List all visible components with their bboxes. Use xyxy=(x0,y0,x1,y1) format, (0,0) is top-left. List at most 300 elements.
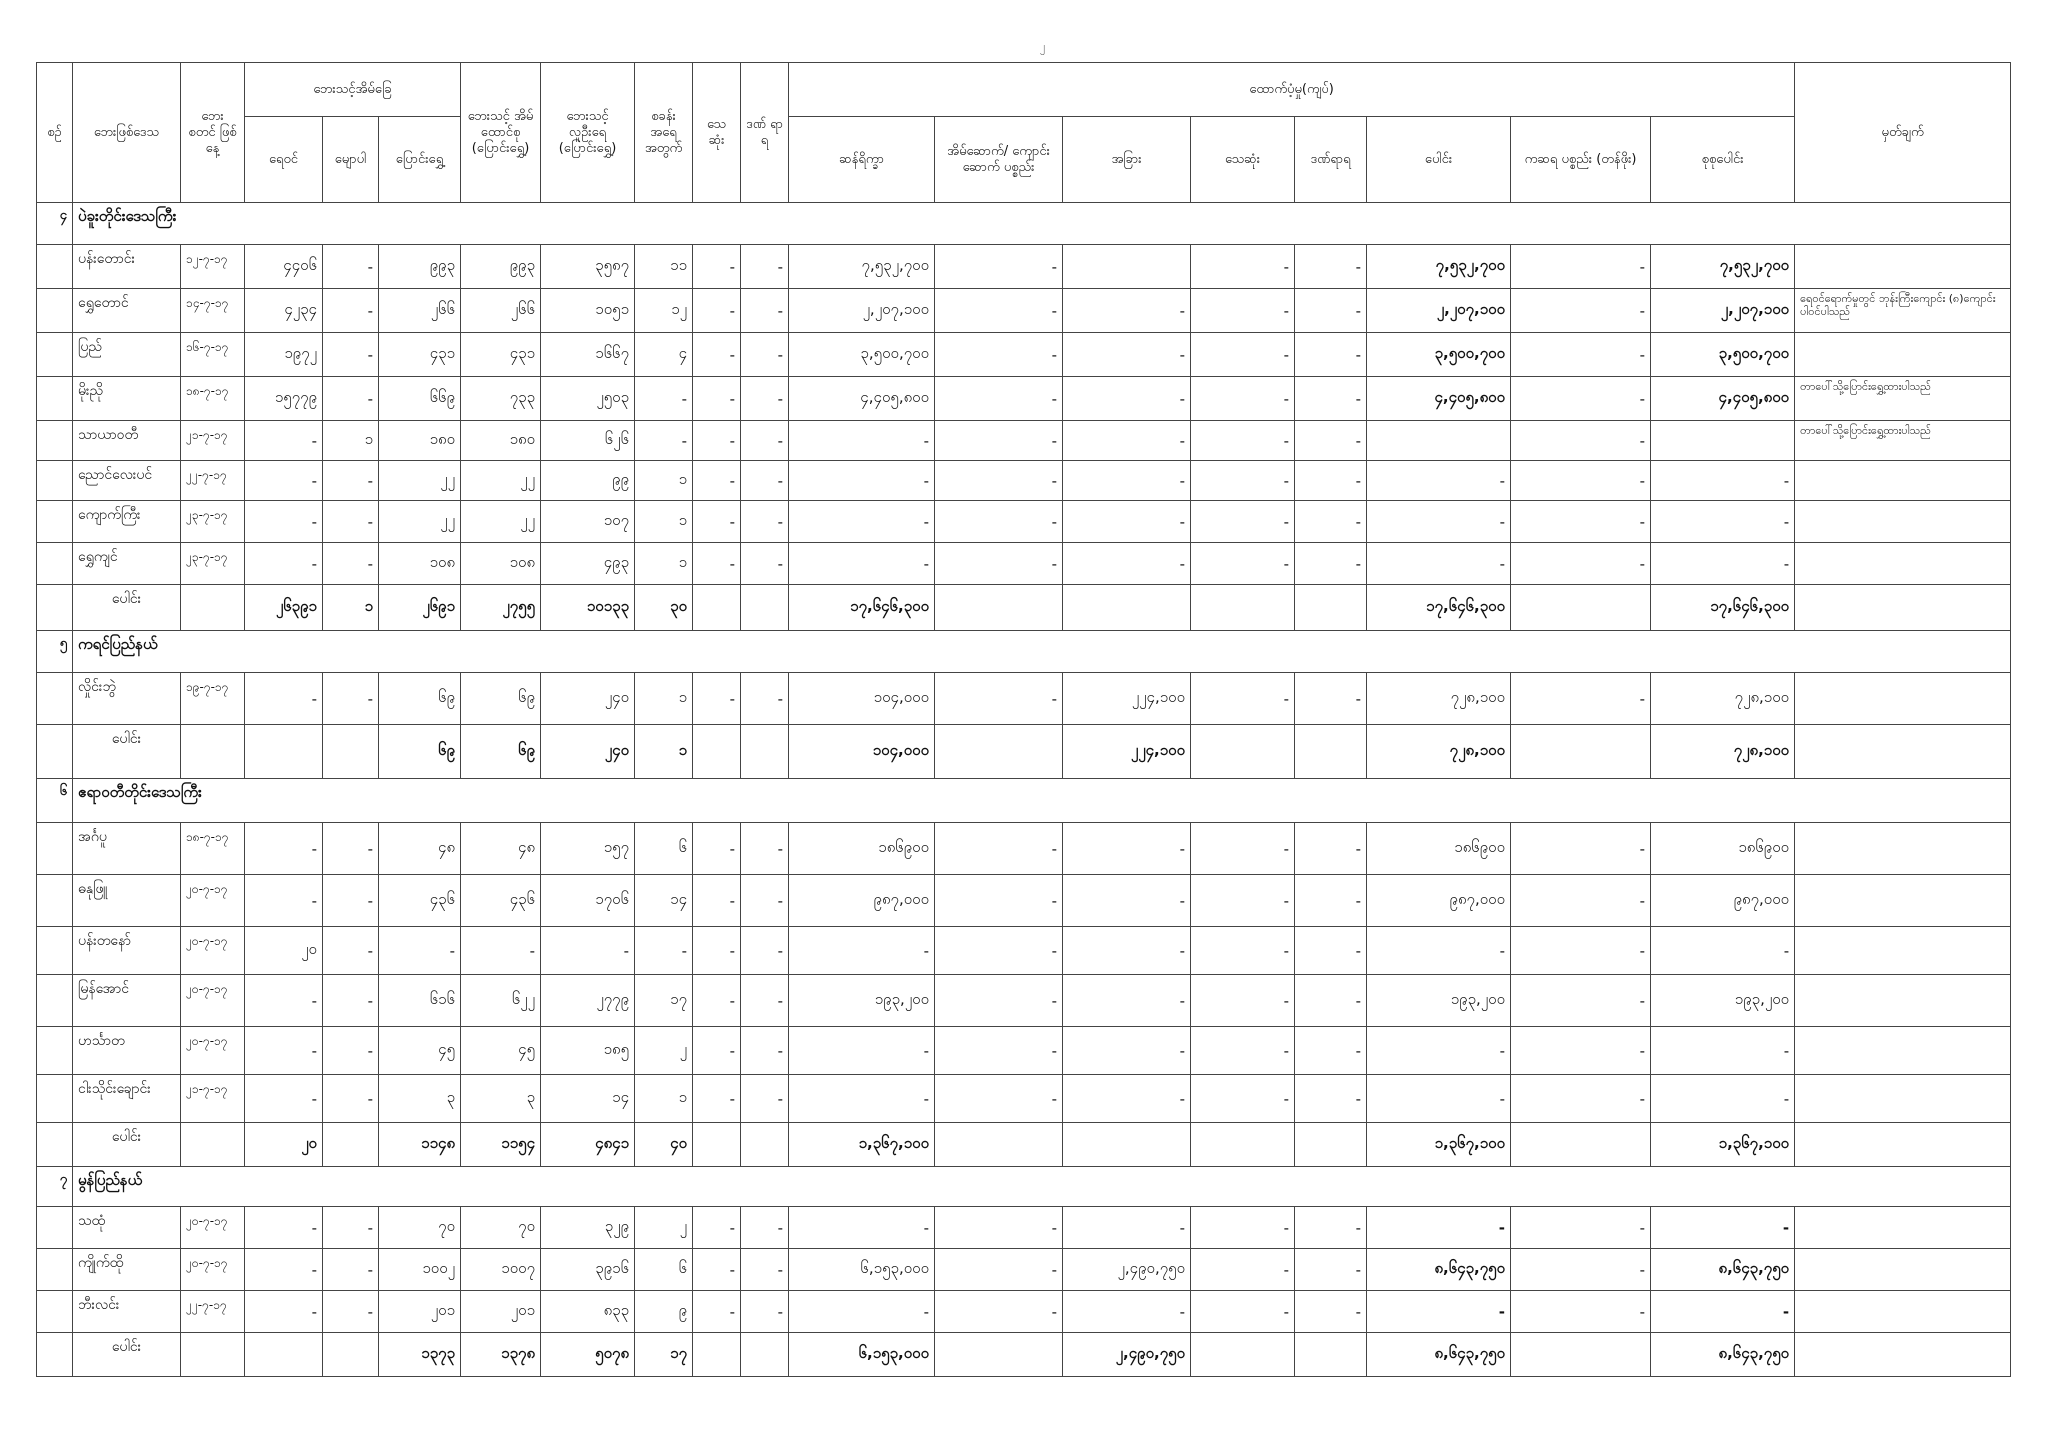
total-water xyxy=(245,725,323,779)
total-label: ပေါင်း xyxy=(73,1123,181,1167)
cell-water: - xyxy=(245,501,323,543)
total-inj-aid xyxy=(1295,1123,1367,1167)
cell-dead-aid: - xyxy=(1191,673,1295,725)
cell-camps: ၉ xyxy=(635,1291,693,1333)
cell-house: - xyxy=(935,289,1063,333)
cell-grand: - xyxy=(1651,927,1795,975)
table-row xyxy=(37,461,2011,501)
cell-house: - xyxy=(935,461,1063,501)
cell-inj-aid: - xyxy=(1295,421,1367,461)
cell-date: ၂၀-၇-၁၇ xyxy=(181,1027,245,1075)
cell-camps: ၄ xyxy=(635,333,693,377)
header-swept: မျောပါ xyxy=(323,117,379,203)
row-number-cell xyxy=(37,421,73,461)
cell-house: - xyxy=(935,875,1063,927)
cell-inj: - xyxy=(741,333,789,377)
cell-swept: - xyxy=(323,543,379,585)
cell-dead-aid: - xyxy=(1191,975,1295,1027)
cell-house: - xyxy=(935,823,1063,875)
total-rice: ၁၇,၆၄၆,၃၀၀ xyxy=(789,585,935,631)
section-number: ၄ xyxy=(37,203,73,245)
cell-other: - xyxy=(1063,875,1191,927)
cell-water: - xyxy=(245,461,323,501)
cell-rice: ၉၈၇,၀၀၀ xyxy=(789,875,935,927)
cell-water: - xyxy=(245,1207,323,1249)
total-total: ၁၇,၆၄၆,၃၀၀ xyxy=(1367,585,1511,631)
cell-water: ၁၉၇၂ xyxy=(245,333,323,377)
cell-swept: - xyxy=(323,823,379,875)
cell-water: - xyxy=(245,543,323,585)
cell-dead-aid: - xyxy=(1191,1027,1295,1075)
cell-date: ၂၀-၇-၁၇ xyxy=(181,975,245,1027)
cell-water: - xyxy=(245,823,323,875)
total-camps: ၃၀ xyxy=(635,585,693,631)
cell-grand: - xyxy=(1651,461,1795,501)
cell-ppl: ၃၅၈၇ xyxy=(541,245,635,289)
header-nonfood: ကဆရ ပစ္စည်း (တန်ဖိုး) xyxy=(1511,117,1651,203)
total-dead-aid xyxy=(1191,1123,1295,1167)
cell-hh: ၄၅ xyxy=(461,1027,541,1075)
cell-camps: ၆ xyxy=(635,1249,693,1291)
header-assistance: ထောက်ပံ့မှု(ကျပ်) xyxy=(789,63,1795,117)
cell-inj-aid: - xyxy=(1295,461,1367,501)
cell-ppl: ၁၈၅ xyxy=(541,1027,635,1075)
table-row xyxy=(37,1207,2011,1249)
cell-dead-aid: - xyxy=(1191,377,1295,421)
table-header xyxy=(37,63,2011,203)
cell-water: - xyxy=(245,673,323,725)
header-rice: ဆန်ရိက္ခာ xyxy=(789,117,935,203)
cell-total: ၁၈၆၉၀၀ xyxy=(1367,823,1511,875)
total-other xyxy=(1063,1123,1191,1167)
total-nonfood xyxy=(1511,585,1651,631)
header-housing: အိမ်ဆောက်/ ကျောင်းဆောက် ပစ္စည်း xyxy=(935,117,1063,203)
cell-ppl: ၁၇၀၆ xyxy=(541,875,635,927)
total-rice: ၁၀၄,၀၀၀ xyxy=(789,725,935,779)
section-total-row xyxy=(37,1333,2011,1377)
table-row xyxy=(37,333,2011,377)
cell-nonfood: - xyxy=(1511,1291,1651,1333)
total-nonfood xyxy=(1511,1333,1651,1377)
cell-moved: ၇၀ xyxy=(379,1207,461,1249)
cell-remark xyxy=(1795,1075,2011,1123)
cell-dead-aid: - xyxy=(1191,1249,1295,1291)
cell-grand: ၇၂၈,၁၀၀ xyxy=(1651,673,1795,725)
cell-rice: ၃,၅၀၀,၇၀၀ xyxy=(789,333,935,377)
cell-date: ၂၀-၇-၁၇ xyxy=(181,875,245,927)
cell-water: - xyxy=(245,1291,323,1333)
cell-hh: ၃ xyxy=(461,1075,541,1123)
cell-inj-aid: - xyxy=(1295,543,1367,585)
cell-rice: ၄,၄၀၅,၈၀၀ xyxy=(789,377,935,421)
cell-date xyxy=(181,585,245,631)
cell-inj-aid: - xyxy=(1295,975,1367,1027)
cell-date: ၂၂-၇-၁၇ xyxy=(181,1291,245,1333)
cell-rice: - xyxy=(789,1027,935,1075)
section-name: မွန်ပြည်နယ် xyxy=(73,1167,2011,1207)
cell-ppl: ၁၆၆၇ xyxy=(541,333,635,377)
header-moved: ပြောင်းရွှေ့ xyxy=(379,117,461,203)
cell-water: - xyxy=(245,975,323,1027)
section-number: ၆ xyxy=(37,779,73,823)
cell-total: ၈,၆၄၃,၇၅၀ xyxy=(1367,1249,1511,1291)
cell-swept: - xyxy=(323,333,379,377)
cell-nonfood: - xyxy=(1511,377,1651,421)
cell-moved: ၁၀၀၂ xyxy=(379,1249,461,1291)
cell-ppl: - xyxy=(541,927,635,975)
cell-inj: - xyxy=(741,875,789,927)
cell-dead-aid: - xyxy=(1191,1075,1295,1123)
cell-rice: - xyxy=(789,1075,935,1123)
row-number-cell xyxy=(37,289,73,333)
cell-nonfood: - xyxy=(1511,1207,1651,1249)
cell-grand: - xyxy=(1651,1027,1795,1075)
cell-swept: - xyxy=(323,1027,379,1075)
cell-remark: တာပေါ်သို့ပြောင်းရွှေ့ထားပါသည် xyxy=(1795,377,2011,421)
cell-loc: ကျောက်ကြီး xyxy=(73,501,181,543)
total-moved: ၁၃၇၃ xyxy=(379,1333,461,1377)
cell-dead-aid: - xyxy=(1191,421,1295,461)
cell-hh: ၁၀၀၇ xyxy=(461,1249,541,1291)
total-grand: ၇၂၈,၁၀၀ xyxy=(1651,725,1795,779)
header-injured-aid: ဒဏ်ရာရ xyxy=(1295,117,1367,203)
table-body xyxy=(37,203,2011,1377)
cell-ppl: ၃၂၉ xyxy=(541,1207,635,1249)
cell-remark xyxy=(1795,673,2011,725)
cell-house: - xyxy=(935,333,1063,377)
section-name: ပဲခူးတိုင်းဒေသကြီး xyxy=(73,203,2011,245)
cell-inj: - xyxy=(741,927,789,975)
cell-nonfood: - xyxy=(1511,333,1651,377)
total-dead-aid xyxy=(1191,585,1295,631)
total-label: ပေါင်း xyxy=(73,725,181,779)
table-row xyxy=(37,421,2011,461)
cell-ppl: ၁၄ xyxy=(541,1075,635,1123)
cell-total: - xyxy=(1367,543,1511,585)
total-inj xyxy=(741,725,789,779)
row-number-cell xyxy=(37,875,73,927)
cell-dead: - xyxy=(693,1249,741,1291)
total-remark xyxy=(1795,725,2011,779)
cell-rice: ၆,၁၅၃,၀၀၀ xyxy=(789,1249,935,1291)
total-label: ပေါင်း xyxy=(73,585,181,631)
total-dead xyxy=(693,1333,741,1377)
cell-swept: - xyxy=(323,875,379,927)
cell-dead-aid: - xyxy=(1191,245,1295,289)
cell-loc: ညောင်လေးပင် xyxy=(73,461,181,501)
cell-inj-aid: - xyxy=(1295,501,1367,543)
cell-date: ၂၃-၇-၁၇ xyxy=(181,543,245,585)
cell-ppl: ၂၅၀၃ xyxy=(541,377,635,421)
cell-dead-aid: - xyxy=(1191,823,1295,875)
total-ppl: ၅၀၇၈ xyxy=(541,1333,635,1377)
cell-total: - xyxy=(1367,927,1511,975)
cell-other: - xyxy=(1063,289,1191,333)
cell-date: ၂၃-၇-၁၇ xyxy=(181,501,245,543)
row-number-cell xyxy=(37,585,73,631)
cell-dead-aid: - xyxy=(1191,501,1295,543)
section-number: ၅ xyxy=(37,631,73,673)
cell-nonfood: - xyxy=(1511,1075,1651,1123)
cell-nonfood: - xyxy=(1511,289,1651,333)
total-dead xyxy=(693,725,741,779)
cell-water: - xyxy=(245,1249,323,1291)
cell-grand: - xyxy=(1651,1207,1795,1249)
cell-hh: ၁၈၀ xyxy=(461,421,541,461)
cell-nonfood: - xyxy=(1511,1027,1651,1075)
cell-dead-aid: - xyxy=(1191,927,1295,975)
total-rice: ၁,၃၆၇,၁၀၀ xyxy=(789,1123,935,1167)
table-row xyxy=(37,1291,2011,1333)
cell-hh: ၄၈ xyxy=(461,823,541,875)
cell-ppl: ၁၀၅၁ xyxy=(541,289,635,333)
cell-other: - xyxy=(1063,1291,1191,1333)
cell-inj: - xyxy=(741,245,789,289)
cell-total: - xyxy=(1367,1027,1511,1075)
cell-swept: - xyxy=(323,1291,379,1333)
cell-total: - xyxy=(1367,1075,1511,1123)
cell-swept: - xyxy=(323,461,379,501)
cell-remark: ရေဝင်ရောက်မှုတွင် ဘုန်းကြီးကျောင်း (၈)ကျောင်းပါဝင်ပါသည် xyxy=(1795,289,2011,333)
cell-camps: ၁၁ xyxy=(635,245,693,289)
cell-rice: - xyxy=(789,501,935,543)
cell-rice: - xyxy=(789,927,935,975)
total-grand: ၈,၆၄၃,၇၅၀ xyxy=(1651,1333,1795,1377)
header-grand-total: စုစုပေါင်း xyxy=(1651,117,1795,203)
section-total-row xyxy=(37,585,2011,631)
cell-rice: - xyxy=(789,1291,935,1333)
cell-total: - xyxy=(1367,1291,1511,1333)
cell-water: ၄၂၃၄ xyxy=(245,289,323,333)
section-heading-row xyxy=(37,203,2011,245)
cell-grand: ၄,၄၀၅,၈၀၀ xyxy=(1651,377,1795,421)
cell-loc: ရွှေတောင် xyxy=(73,289,181,333)
cell-ppl: ၆၂၆ xyxy=(541,421,635,461)
table-row xyxy=(37,823,2011,875)
table-row xyxy=(37,975,2011,1027)
total-water: ၂၆၃၉၁ xyxy=(245,585,323,631)
cell-total: - xyxy=(1367,461,1511,501)
table-row xyxy=(37,289,2011,333)
cell-hh: ၂၆၆ xyxy=(461,289,541,333)
header-injured: ဒဏ် ရာ ရ xyxy=(741,63,789,203)
section-total-row xyxy=(37,1123,2011,1167)
cell-hh: ၄၃၆ xyxy=(461,875,541,927)
cell-date: ၁၆-၇-၁၇ xyxy=(181,333,245,377)
row-number-cell xyxy=(37,673,73,725)
cell-dead: - xyxy=(693,461,741,501)
cell-ppl: ၈၃၃ xyxy=(541,1291,635,1333)
total-other: ၂၂၄,၁၀၀ xyxy=(1063,725,1191,779)
cell-house: - xyxy=(935,245,1063,289)
total-dead xyxy=(693,585,741,631)
total-house xyxy=(935,1123,1063,1167)
cell-remark xyxy=(1795,1291,2011,1333)
cell-swept: - xyxy=(323,377,379,421)
total-total: ၈,၆၄၃,၇၅၀ xyxy=(1367,1333,1511,1377)
cell-inj-aid: - xyxy=(1295,289,1367,333)
cell-grand: ၁၉၃,၂၀၀ xyxy=(1651,975,1795,1027)
cell-nonfood: - xyxy=(1511,421,1651,461)
cell-total: ၂,၂၀၇,၁၀၀ xyxy=(1367,289,1511,333)
header-dead-aid: သေဆုံး xyxy=(1191,117,1295,203)
cell-water: - xyxy=(245,875,323,927)
total-label: ပေါင်း xyxy=(73,1333,181,1377)
total-water: ၂၀ xyxy=(245,1123,323,1167)
cell-date: ၁၄-၇-၁၇ xyxy=(181,289,245,333)
total-house xyxy=(935,1333,1063,1377)
cell-nonfood: - xyxy=(1511,543,1651,585)
cell-dead-aid: - xyxy=(1191,333,1295,377)
cell-date: ၁၈-၇-၁၇ xyxy=(181,377,245,421)
cell-nonfood: - xyxy=(1511,875,1651,927)
cell-loc: ပြည် xyxy=(73,333,181,377)
cell-hh: ၉၉၃ xyxy=(461,245,541,289)
cell-grand: ၈,၆၄၃,၇၅၀ xyxy=(1651,1249,1795,1291)
cell-date xyxy=(181,1123,245,1167)
cell-house: - xyxy=(935,1207,1063,1249)
section-total-row xyxy=(37,725,2011,779)
total-dead-aid xyxy=(1191,725,1295,779)
cell-grand: ၉၈၇,၀၀၀ xyxy=(1651,875,1795,927)
cell-moved: ၄၅ xyxy=(379,1027,461,1075)
cell-moved: ၁၈၀ xyxy=(379,421,461,461)
cell-inj: - xyxy=(741,501,789,543)
cell-moved: ၆၆၉ xyxy=(379,377,461,421)
cell-remark xyxy=(1795,1249,2011,1291)
cell-nonfood: - xyxy=(1511,823,1651,875)
cell-other: - xyxy=(1063,975,1191,1027)
cell-camps: ၂ xyxy=(635,1027,693,1075)
cell-other: - xyxy=(1063,501,1191,543)
row-number-cell xyxy=(37,501,73,543)
cell-inj-aid: - xyxy=(1295,1291,1367,1333)
cell-inj-aid: - xyxy=(1295,1075,1367,1123)
cell-other: - xyxy=(1063,927,1191,975)
cell-other: - xyxy=(1063,543,1191,585)
total-ppl: ၂၄၀ xyxy=(541,725,635,779)
header-affected-households: ဘေးသင့် အိမ် ထောင်စု (ပြောင်းရွှေ့) xyxy=(461,63,541,203)
cell-camps: ၁ xyxy=(635,501,693,543)
cell-camps: ၁ xyxy=(635,673,693,725)
total-hh: ၆၉ xyxy=(461,725,541,779)
header-dead: သေ ဆုံး xyxy=(693,63,741,203)
cell-inj-aid: - xyxy=(1295,377,1367,421)
total-remark xyxy=(1795,585,2011,631)
cell-camps: ၂ xyxy=(635,1207,693,1249)
cell-dead: - xyxy=(693,377,741,421)
cell-inj: - xyxy=(741,1207,789,1249)
total-camps: ၁၇ xyxy=(635,1333,693,1377)
cell-inj-aid: - xyxy=(1295,875,1367,927)
header-start-date: ဘေး စတင် ဖြစ်နေ့ xyxy=(181,63,245,203)
cell-remark xyxy=(1795,501,2011,543)
cell-inj-aid: - xyxy=(1295,245,1367,289)
cell-inj-aid: - xyxy=(1295,1207,1367,1249)
cell-inj-aid: - xyxy=(1295,823,1367,875)
section-heading-row xyxy=(37,631,2011,673)
cell-swept: - xyxy=(323,975,379,1027)
cell-camps: ၁ xyxy=(635,1075,693,1123)
table-row xyxy=(37,245,2011,289)
total-moved: ၂၆၉၁ xyxy=(379,585,461,631)
cell-moved: ၃ xyxy=(379,1075,461,1123)
total-other: ၂,၄၉၀,၇၅၀ xyxy=(1063,1333,1191,1377)
cell-inj-aid: - xyxy=(1295,333,1367,377)
cell-nonfood: - xyxy=(1511,975,1651,1027)
cell-dead: - xyxy=(693,875,741,927)
cell-swept: - xyxy=(323,673,379,725)
cell-swept: - xyxy=(323,245,379,289)
table-row xyxy=(37,927,2011,975)
cell-swept: ၁ xyxy=(323,421,379,461)
row-number-cell xyxy=(37,927,73,975)
cell-inj: - xyxy=(741,1075,789,1123)
total-inj-aid xyxy=(1295,725,1367,779)
cell-rice: - xyxy=(789,543,935,585)
table-row xyxy=(37,673,2011,725)
cell-remark xyxy=(1795,245,2011,289)
cell-grand: ၂,၂၀၇,၁၀၀ xyxy=(1651,289,1795,333)
cell-nonfood: - xyxy=(1511,927,1651,975)
cell-dead: - xyxy=(693,333,741,377)
cell-moved: - xyxy=(379,927,461,975)
cell-water: ၁၅၇၇၉ xyxy=(245,377,323,421)
total-other xyxy=(1063,585,1191,631)
cell-ppl: ၁၅၇ xyxy=(541,823,635,875)
cell-dead: - xyxy=(693,245,741,289)
cell-house: - xyxy=(935,1249,1063,1291)
header-location: ဘေးဖြစ်ဒေသ xyxy=(73,63,181,203)
cell-date: ၂၀-၇-၁၇ xyxy=(181,1207,245,1249)
cell-grand: ၇,၅၃၂,၇၀၀ xyxy=(1651,245,1795,289)
cell-date: ၂၁-၇-၁၇ xyxy=(181,421,245,461)
cell-moved: ၂၆၆ xyxy=(379,289,461,333)
cell-swept: - xyxy=(323,927,379,975)
total-ppl: ၁၀၁၃၃ xyxy=(541,585,635,631)
cell-total: ၄,၄၀၅,၈၀၀ xyxy=(1367,377,1511,421)
disaster-report-table xyxy=(36,62,2011,1377)
cell-other: - xyxy=(1063,1027,1191,1075)
total-total: ၁,၃၆၇,၁၀၀ xyxy=(1367,1123,1511,1167)
total-remark xyxy=(1795,1123,2011,1167)
row-number-cell xyxy=(37,1291,73,1333)
cell-ppl: ၃၉၁၆ xyxy=(541,1249,635,1291)
cell-loc: ဘီးလင်း xyxy=(73,1291,181,1333)
total-water xyxy=(245,1333,323,1377)
row-number-cell xyxy=(37,1075,73,1123)
section-heading-row xyxy=(37,1167,2011,1207)
cell-loc: မြန်အောင် xyxy=(73,975,181,1027)
cell-hh: ၁၀၈ xyxy=(461,543,541,585)
cell-date: ၁၉-၇-၁၇ xyxy=(181,673,245,725)
cell-hh: ၄၃၁ xyxy=(461,333,541,377)
cell-ppl: ၉၉ xyxy=(541,461,635,501)
row-number-cell xyxy=(37,725,73,779)
cell-other: - xyxy=(1063,1075,1191,1123)
row-number-cell xyxy=(37,245,73,289)
total-moved: ၆၉ xyxy=(379,725,461,779)
cell-water: - xyxy=(245,421,323,461)
cell-camps: - xyxy=(635,421,693,461)
cell-grand: - xyxy=(1651,1291,1795,1333)
row-number-cell xyxy=(37,1249,73,1291)
cell-inj: - xyxy=(741,673,789,725)
cell-loc: မိုးညို xyxy=(73,377,181,421)
row-number-cell xyxy=(37,333,73,377)
table-row xyxy=(37,1249,2011,1291)
cell-loc: လှိုင်းဘွဲ xyxy=(73,673,181,725)
